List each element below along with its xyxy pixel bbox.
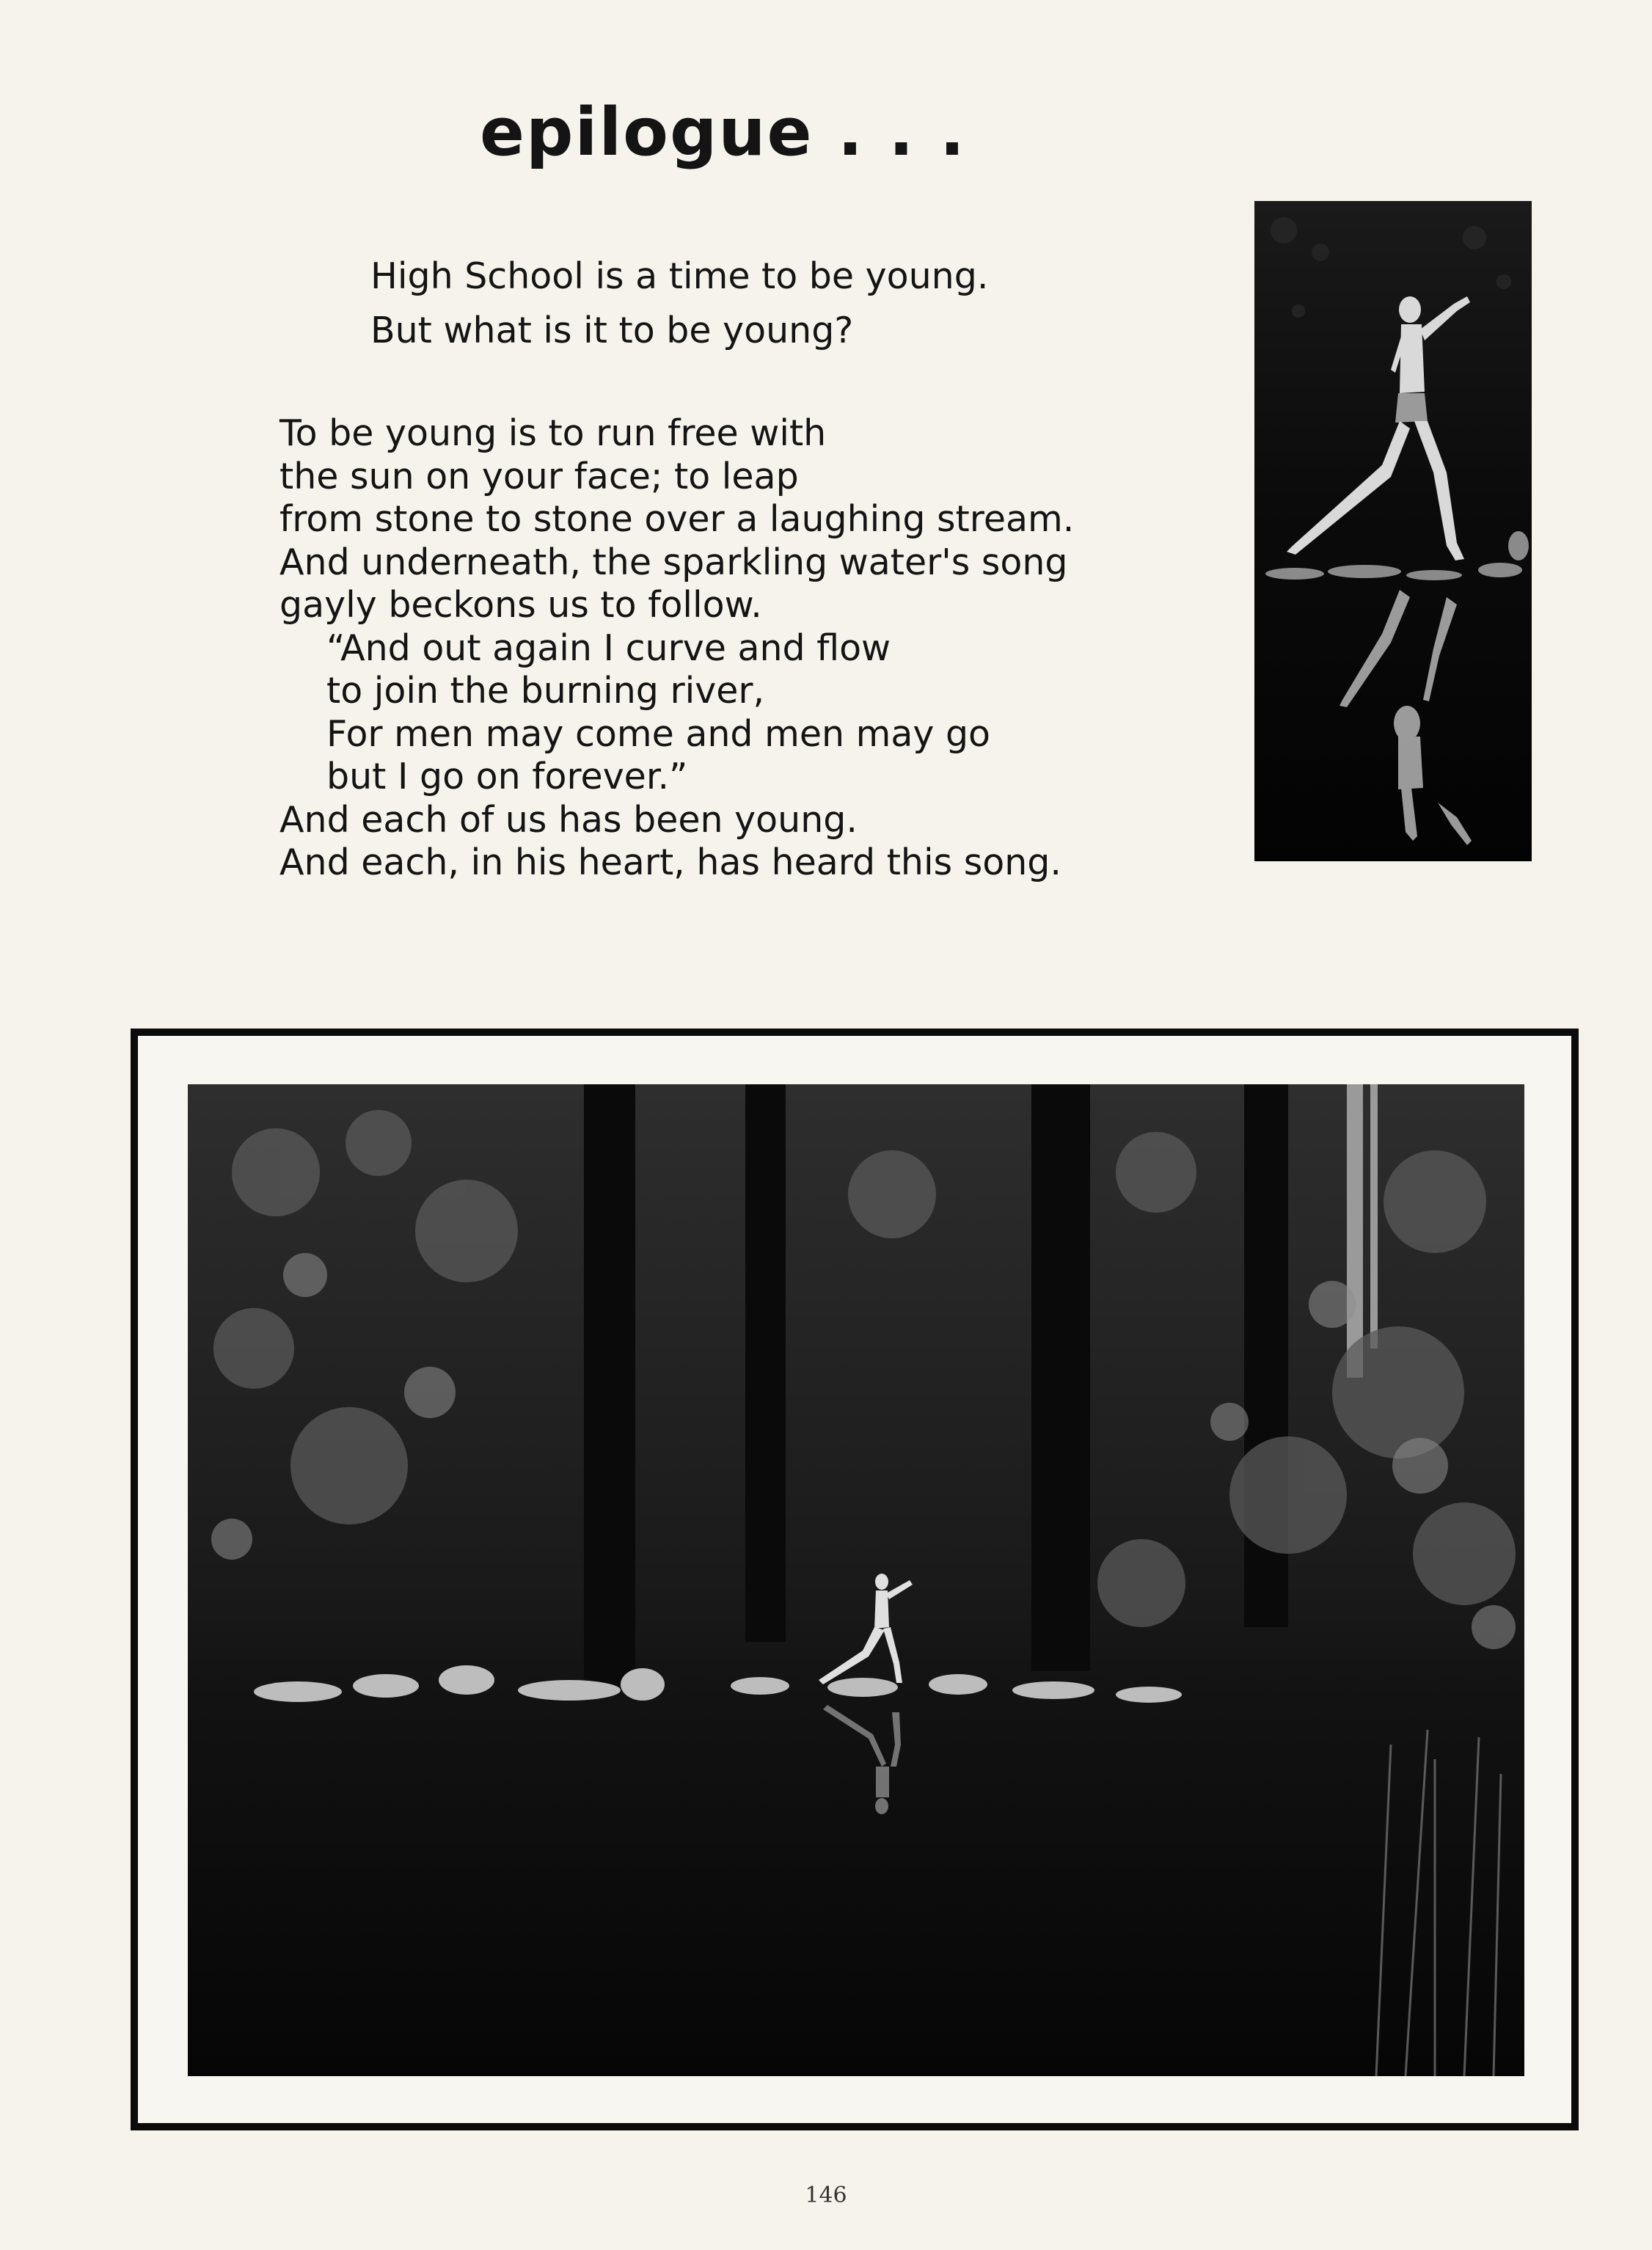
boy-leaping-photo: [1254, 201, 1532, 861]
poem-quote-line: For men may come and men may go: [326, 712, 991, 755]
poem-quote-line: to join the burning river,: [326, 670, 765, 712]
intro-line: But what is it to be young?: [370, 310, 854, 351]
poem-line: from stone to stone over a laughing stream.: [279, 498, 1075, 540]
poem-line: And underneath, the sparkling water's song: [279, 541, 1068, 583]
poem-line: the sun on your face; to leap: [279, 455, 799, 497]
poem-quote-line: “And out again I curve and flow: [326, 627, 891, 669]
boy-leaping-illustration: [1254, 201, 1532, 861]
poem-line: And each of us has been young.: [279, 798, 858, 841]
poem-text: [279, 412, 1074, 885]
poem-line: And each, in his heart, has heard this song.: [279, 841, 1061, 883]
forest-stream-photo: [188, 1084, 1524, 2076]
intro-text: [370, 249, 988, 358]
forest-stream-illustration: [188, 1084, 1524, 2076]
poem-quote-line: but I go on forever.”: [326, 756, 688, 797]
page-title: epilogue . . .: [480, 94, 967, 171]
intro-line: High School is a time to be young.: [370, 255, 989, 297]
page-number: 146: [805, 2183, 847, 2208]
poem-line: To be young is to run free with: [279, 412, 827, 454]
poem-line: gayly beckons us to follow.: [279, 584, 762, 626]
